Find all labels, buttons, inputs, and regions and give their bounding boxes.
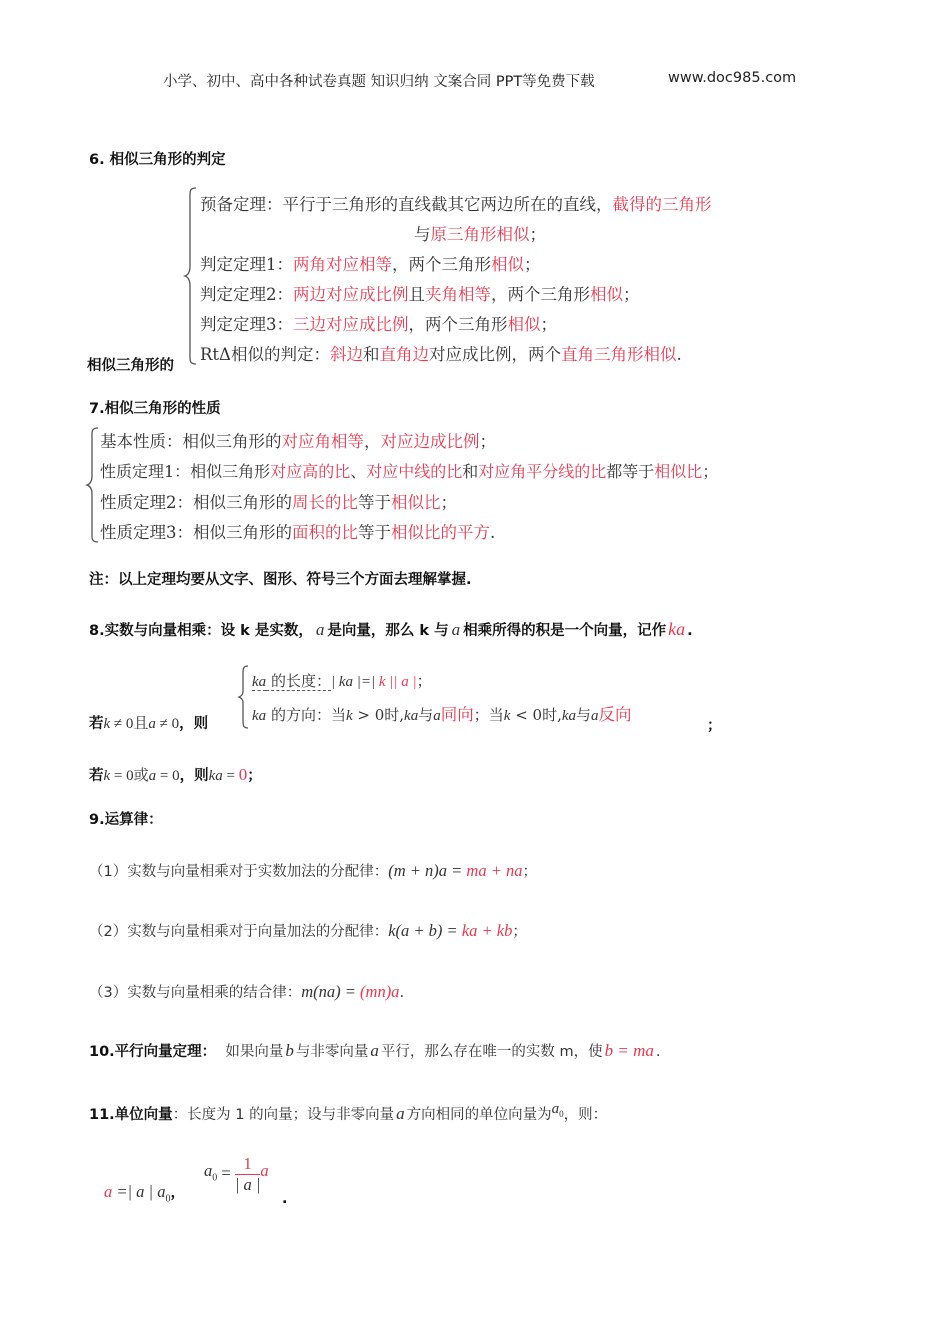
s6-line-4: 判定定理2：两边对应成比例且夹角相等，两个三角形相似； xyxy=(200,285,640,304)
section-7-title: 7.相似三角形的性质 xyxy=(89,401,221,417)
section-8-brace xyxy=(238,664,250,730)
s9-rule-2: （2）实数与向量相乘对于向量加法的分配律：k(a + b) = ka + kb； xyxy=(89,921,527,940)
s11-formula-2: $a_0$ = $\frac{1}{| a |}$ a xyxy=(204,1154,269,1194)
s8-branch-length: ka 的长度：| ka |=| k || a |； xyxy=(252,672,432,690)
s8-condition-1: 若k ≠ 0且a ≠ 0，则 xyxy=(89,716,209,732)
section-7-brace xyxy=(86,426,100,544)
section-11: 11.单位向量：长度为 1 的向量；设与非零向量 a 方向相同的单位向量为$a_0$，则： xyxy=(89,1101,608,1123)
section-10: 10.平行向量定理： 如果向量 b 与非零向量 a 平行，那么存在唯一的实数 m，使 b = ma . xyxy=(89,1041,661,1060)
s11-formula-1: a =| a | $a_0$， xyxy=(104,1182,185,1205)
s7-line-1: 基本性质：相似三角形的对应角相等，对应边成比例； xyxy=(100,432,496,451)
section-6-brace xyxy=(184,186,198,366)
s6-line-6: RtΔ相似的判定：斜边和直角边对应成比例，两个直角三角形相似. xyxy=(200,345,682,364)
s7-line-4: 性质定理3：相似三角形的面积的比等于相似比的平方. xyxy=(100,523,496,542)
note: 注：以上定理均要从文字、图形、符号三个方面去理解掌握. xyxy=(89,572,472,588)
header-url[interactable]: www.doc985.com xyxy=(668,70,797,86)
s9-rule-1: （1）实数与向量相乘对于实数加法的分配律：(m + n)a = ma + na； xyxy=(89,861,537,880)
section-11-title: 11.单位向量 xyxy=(89,1107,173,1123)
section-6-title: 6. 相似三角形的判定 xyxy=(89,152,226,168)
s7-line-3: 性质定理2：相似三角形的周长的比等于相似比； xyxy=(100,493,457,512)
section-8-title: 8.实数与向量相乘：设 k 是实数， a 是向量，那么 k 与 a 相乘所得的积是一个向量，记作 ka . xyxy=(89,619,693,639)
s8-branch-end: ； xyxy=(707,718,722,734)
s9-rule-3: （3）实数与向量相乘的结合律：m(na) = (mn)a. xyxy=(89,982,405,1001)
s6-line-5: 判定定理3：三边对应成比例，两个三角形相似； xyxy=(200,315,557,334)
header-text: 小学、初中、高中各种试卷真题 知识归纳 文案合同 PPT等免费下载 xyxy=(163,74,595,90)
s11-fraction: $\frac{1}{| a |}$ xyxy=(234,1154,261,1194)
s7-line-2: 性质定理1：相似三角形对应高的比、对应中线的比和对应角平分线的比都等于相似比； xyxy=(100,462,719,481)
s6-line-1: 预备定理：平行于三角形的直线截其它两边所在的直线，截得的三角形 xyxy=(200,195,712,214)
s8-condition-2: 若k = 0或a = 0，则ka = 0； xyxy=(89,765,262,784)
s11-end: . xyxy=(282,1191,288,1207)
s8-branch-direction: ka 的方向：当k > 0时,ka与a同向；当k < 0时,ka与a反向 xyxy=(252,705,632,724)
section-10-title: 10.平行向量定理： xyxy=(89,1044,217,1060)
s6-line-3: 判定定理1：两角对应相等，两个三角形相似； xyxy=(200,255,541,274)
section-9-title: 9.运算律： xyxy=(89,812,163,828)
section-6-side-label: 相似三角形的 xyxy=(87,358,174,374)
s6-line-2: 与原三角形相似； xyxy=(414,225,546,244)
